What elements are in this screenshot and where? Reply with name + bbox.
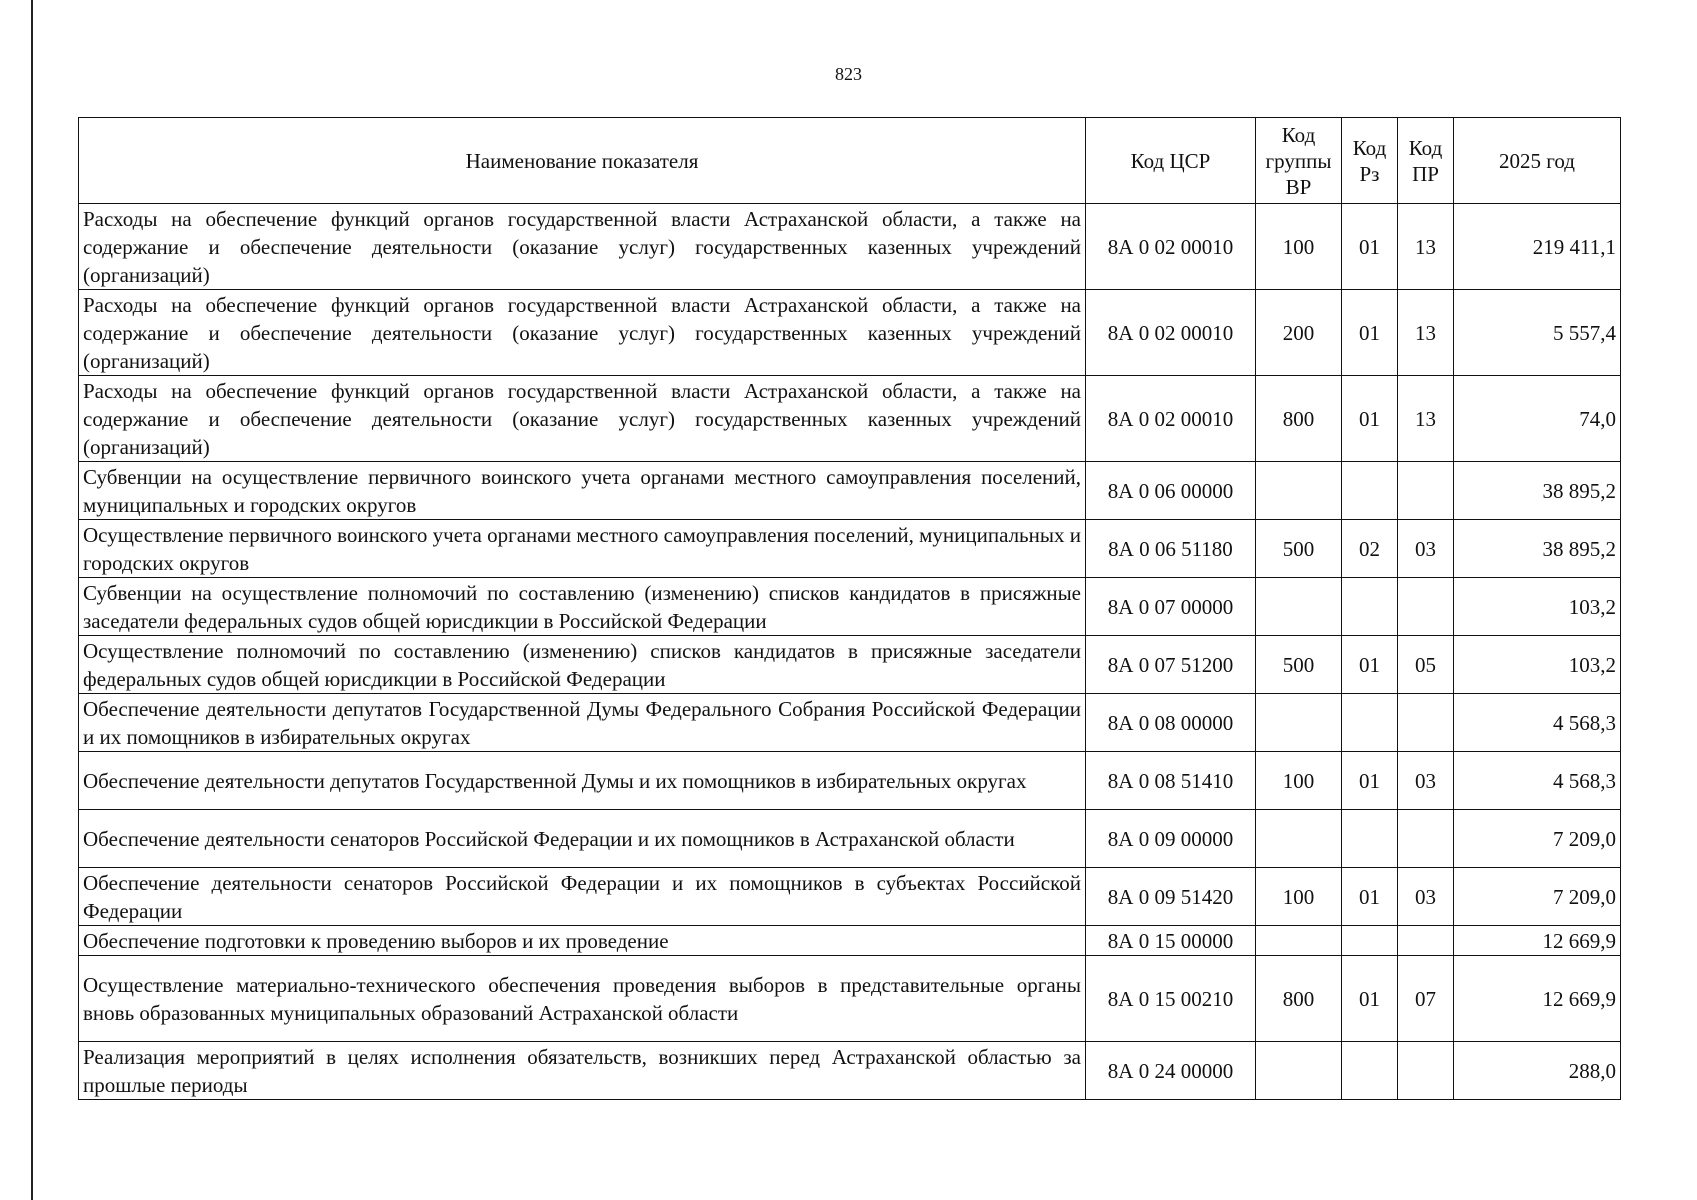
binding-margin-line xyxy=(31,0,33,1200)
row-name: Осуществление материально-технического обеспечения проведения выборов в представительные органы вновь образованных муниципальных образований Астраханской области xyxy=(79,956,1086,1042)
row-csr: 8А 0 02 00010 xyxy=(1086,290,1256,376)
table-row xyxy=(79,376,1621,462)
row-vr: 800 xyxy=(1256,376,1342,462)
row-csr: 8А 0 07 00000 xyxy=(1086,578,1256,636)
row-name: Обеспечение деятельности сенаторов Российской Федерации и их помощников в субъектах Российской Федерации xyxy=(79,868,1086,926)
row-vr xyxy=(1256,1042,1342,1100)
row-rz: 01 xyxy=(1342,636,1398,694)
row-rz: 01 xyxy=(1342,290,1398,376)
row-amount: 7 209,0 xyxy=(1454,810,1621,868)
row-pr: 05 xyxy=(1398,636,1454,694)
table-row xyxy=(79,694,1621,752)
row-pr: 03 xyxy=(1398,752,1454,810)
row-vr xyxy=(1256,694,1342,752)
row-csr: 8А 0 08 51410 xyxy=(1086,752,1256,810)
table-row xyxy=(79,926,1621,956)
table-row xyxy=(79,868,1621,926)
row-csr: 8А 0 06 00000 xyxy=(1086,462,1256,520)
row-vr: 100 xyxy=(1256,868,1342,926)
row-csr: 8А 0 15 00210 xyxy=(1086,956,1256,1042)
row-amount: 12 669,9 xyxy=(1454,956,1621,1042)
row-amount: 219 411,1 xyxy=(1454,204,1621,290)
row-vr: 100 xyxy=(1256,752,1342,810)
row-csr: 8А 0 07 51200 xyxy=(1086,636,1256,694)
row-vr xyxy=(1256,926,1342,956)
row-rz: 01 xyxy=(1342,752,1398,810)
row-rz xyxy=(1342,578,1398,636)
row-csr: 8А 0 24 00000 xyxy=(1086,1042,1256,1100)
table-row xyxy=(79,462,1621,520)
row-rz: 01 xyxy=(1342,376,1398,462)
table-row xyxy=(79,520,1621,578)
table-row xyxy=(79,578,1621,636)
row-rz: 01 xyxy=(1342,204,1398,290)
row-pr: 13 xyxy=(1398,290,1454,376)
row-pr xyxy=(1398,1042,1454,1100)
row-name: Реализация мероприятий в целях исполнения обязательств, возникших перед Астраханской областью за прошлые периоды xyxy=(79,1042,1086,1100)
row-name: Осуществление первичного воинского учета органами местного самоуправления поселений, муниципальных и городских округов xyxy=(79,520,1086,578)
row-amount: 38 895,2 xyxy=(1454,520,1621,578)
row-pr xyxy=(1398,810,1454,868)
header-csr: Код ЦСР xyxy=(1086,118,1256,204)
row-amount: 38 895,2 xyxy=(1454,462,1621,520)
row-pr: 13 xyxy=(1398,204,1454,290)
row-pr xyxy=(1398,926,1454,956)
header-amount: 2025 год xyxy=(1454,118,1621,204)
row-amount: 103,2 xyxy=(1454,636,1621,694)
row-name: Субвенции на осуществление первичного воинского учета органами местного самоуправления поселений, муниципальных и городских округов xyxy=(79,462,1086,520)
row-rz xyxy=(1342,1042,1398,1100)
row-pr xyxy=(1398,462,1454,520)
row-rz: 01 xyxy=(1342,868,1398,926)
row-name: Расходы на обеспечение функций органов государственной власти Астраханской области, а также на содержание и обеспечение деятельности (оказание услуг) государственных казенных учреждений (организаций) xyxy=(79,376,1086,462)
row-name: Обеспечение деятельности депутатов Государственной Думы и их помощников в избирательных округах xyxy=(79,752,1086,810)
row-amount: 4 568,3 xyxy=(1454,752,1621,810)
table-row xyxy=(79,752,1621,810)
row-pr: 07 xyxy=(1398,956,1454,1042)
row-pr xyxy=(1398,694,1454,752)
header-vr: Код группы ВР xyxy=(1256,118,1342,204)
row-amount: 4 568,3 xyxy=(1454,694,1621,752)
budget-table xyxy=(78,117,1621,1100)
row-rz xyxy=(1342,462,1398,520)
row-name: Обеспечение подготовки к проведению выборов и их проведение xyxy=(79,926,1086,956)
row-pr: 03 xyxy=(1398,520,1454,578)
row-vr: 200 xyxy=(1256,290,1342,376)
row-vr: 800 xyxy=(1256,956,1342,1042)
row-name: Обеспечение деятельности депутатов Государственной Думы Федерального Собрания Российской Федерации и их помощников в избирательных округах xyxy=(79,694,1086,752)
row-amount: 74,0 xyxy=(1454,376,1621,462)
row-name: Субвенции на осуществление полномочий по составлению (изменению) списков кандидатов в присяжные заседатели федеральных судов общей юрисдикции в Российской Федерации xyxy=(79,578,1086,636)
row-vr: 500 xyxy=(1256,520,1342,578)
row-csr: 8А 0 09 51420 xyxy=(1086,868,1256,926)
row-csr: 8А 0 06 51180 xyxy=(1086,520,1256,578)
row-rz xyxy=(1342,926,1398,956)
row-csr: 8А 0 02 00010 xyxy=(1086,204,1256,290)
row-vr xyxy=(1256,578,1342,636)
header-name: Наименование показателя xyxy=(79,118,1086,204)
table-row xyxy=(79,810,1621,868)
header-rz: Код Рз xyxy=(1342,118,1398,204)
row-vr: 500 xyxy=(1256,636,1342,694)
row-rz: 02 xyxy=(1342,520,1398,578)
row-csr: 8А 0 15 00000 xyxy=(1086,926,1256,956)
page-number: 823 xyxy=(835,64,862,84)
row-pr: 13 xyxy=(1398,376,1454,462)
table-row xyxy=(79,204,1621,290)
table-row xyxy=(79,290,1621,376)
row-amount: 288,0 xyxy=(1454,1042,1621,1100)
row-csr: 8А 0 08 00000 xyxy=(1086,694,1256,752)
row-amount: 7 209,0 xyxy=(1454,868,1621,926)
row-vr: 100 xyxy=(1256,204,1342,290)
row-pr xyxy=(1398,578,1454,636)
table-header-row xyxy=(79,118,1621,204)
row-name: Расходы на обеспечение функций органов государственной власти Астраханской области, а также на содержание и обеспечение деятельности (оказание услуг) государственных казенных учреждений (организаций) xyxy=(79,290,1086,376)
header-pr: Код ПР xyxy=(1398,118,1454,204)
row-name: Обеспечение деятельности сенаторов Российской Федерации и их помощников в Астраханской области xyxy=(79,810,1086,868)
row-vr xyxy=(1256,462,1342,520)
row-amount: 5 557,4 xyxy=(1454,290,1621,376)
table-row xyxy=(79,1042,1621,1100)
row-name: Осуществление полномочий по составлению (изменению) списков кандидатов в присяжные заседатели федеральных судов общей юрисдикции в Российской Федерации xyxy=(79,636,1086,694)
row-amount: 12 669,9 xyxy=(1454,926,1621,956)
row-amount: 103,2 xyxy=(1454,578,1621,636)
row-rz xyxy=(1342,810,1398,868)
row-csr: 8А 0 02 00010 xyxy=(1086,376,1256,462)
row-name: Расходы на обеспечение функций органов государственной власти Астраханской области, а также на содержание и обеспечение деятельности (оказание услуг) государственных казенных учреждений (организаций) xyxy=(79,204,1086,290)
row-rz: 01 xyxy=(1342,956,1398,1042)
table-row xyxy=(79,956,1621,1042)
row-vr xyxy=(1256,810,1342,868)
row-pr: 03 xyxy=(1398,868,1454,926)
row-rz xyxy=(1342,694,1398,752)
row-csr: 8А 0 09 00000 xyxy=(1086,810,1256,868)
table-row xyxy=(79,636,1621,694)
